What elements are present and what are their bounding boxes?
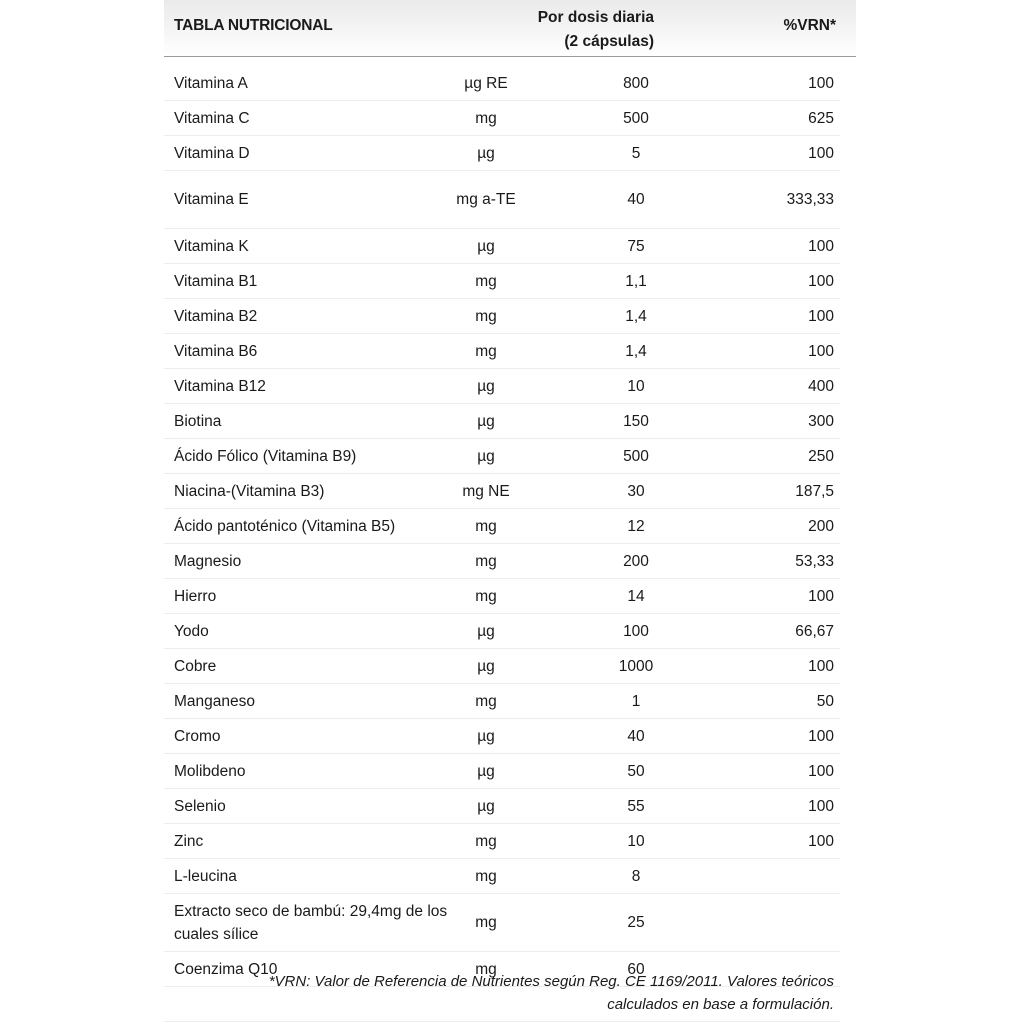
nutrient-vrn: 200 bbox=[808, 517, 834, 535]
table-row bbox=[164, 614, 840, 649]
nutrient-vrn: 333,33 bbox=[786, 191, 834, 208]
nutrient-name: Coenzima Q10 bbox=[174, 960, 278, 978]
nutrient-vrn: 100 bbox=[808, 74, 834, 92]
nutrient-unit: µg bbox=[477, 657, 495, 675]
table-row bbox=[164, 649, 840, 684]
nutrient-dose: 75 bbox=[627, 237, 645, 255]
nutrient-vrn: 100 bbox=[808, 727, 834, 745]
nutrient-name: Hierro bbox=[174, 587, 217, 605]
nutrient-name: Vitamina D bbox=[174, 144, 250, 162]
nutrient-vrn: 100 bbox=[808, 272, 834, 290]
nutrient-unit: µg bbox=[477, 727, 495, 745]
nutrient-dose: 1000 bbox=[618, 657, 654, 675]
nutrient-dose: 40 bbox=[627, 727, 645, 745]
nutrient-name: Molibdeno bbox=[174, 762, 246, 780]
nutrient-dose: 1,1 bbox=[625, 272, 647, 290]
nutrient-dose: 55 bbox=[627, 797, 645, 815]
dose-header-line1: Por dosis diaria bbox=[537, 9, 654, 26]
table-row bbox=[164, 334, 840, 369]
vrn-footnote: *VRN: Valor de Referencia de Nutrientes según Reg. CE 1169/2011. Valores teóricos calculados en base a formulación. bbox=[268, 973, 834, 1013]
nutrient-name: Selenio bbox=[174, 797, 226, 815]
nutrient-unit: µg bbox=[477, 237, 495, 255]
table-title: TABLA NUTRICIONAL bbox=[174, 17, 333, 34]
nutrient-name: Ácido pantoténico (Vitamina B5) bbox=[174, 517, 396, 535]
nutrient-dose: 1,4 bbox=[625, 307, 647, 325]
nutrient-unit: mg bbox=[475, 587, 497, 605]
nutrient-name: Zinc bbox=[174, 832, 204, 850]
nutrient-name: Magnesio bbox=[174, 552, 242, 570]
nutrient-dose: 150 bbox=[623, 412, 649, 430]
nutrient-vrn: 100 bbox=[808, 307, 834, 325]
nutrient-vrn: 250 bbox=[808, 447, 834, 465]
nutrient-name: Extracto seco de bambú: 29,4mg de los cuales sílice bbox=[174, 902, 448, 943]
nutrient-vrn: 100 bbox=[808, 832, 834, 850]
table-row bbox=[164, 101, 840, 136]
nutrient-name: Manganeso bbox=[174, 692, 256, 710]
nutrient-name: Ácido Fólico (Vitamina B9) bbox=[174, 447, 357, 465]
table-row bbox=[164, 544, 840, 579]
nutrient-vrn bbox=[724, 894, 834, 951]
nutrient-vrn: 50 bbox=[816, 692, 834, 710]
nutrient-unit: µg bbox=[477, 762, 495, 780]
nutrient-dose: 25 bbox=[627, 914, 645, 931]
table-row bbox=[164, 264, 840, 299]
nutrient-unit: µg bbox=[477, 622, 495, 640]
bottom-divider bbox=[164, 1021, 840, 1022]
table-row bbox=[164, 684, 840, 719]
nutrient-unit: µg bbox=[477, 377, 495, 395]
nutrient-vrn: 100 bbox=[808, 342, 834, 360]
nutrient-vrn: 187,5 bbox=[795, 482, 834, 500]
table-row bbox=[164, 509, 840, 544]
nutrient-vrn: 53,33 bbox=[795, 552, 834, 570]
nutrient-vrn: 300 bbox=[808, 412, 834, 430]
nutrient-vrn: 100 bbox=[808, 797, 834, 815]
nutrient-unit: mg bbox=[475, 517, 497, 535]
nutrient-dose: 60 bbox=[627, 960, 645, 978]
nutrient-unit: µg bbox=[477, 447, 495, 465]
table-row bbox=[164, 136, 840, 171]
nutrient-name: Vitamina B2 bbox=[174, 307, 258, 325]
table-row bbox=[164, 824, 840, 859]
table-row bbox=[164, 894, 840, 952]
table-row bbox=[164, 299, 840, 334]
nutrient-unit: mg bbox=[475, 342, 497, 360]
nutrient-dose: 200 bbox=[623, 552, 649, 570]
nutrient-name: Biotina bbox=[174, 412, 222, 430]
dose-header-line2: (2 cápsulas) bbox=[564, 33, 654, 50]
vrn-column-header: %VRN* bbox=[783, 17, 836, 34]
nutrient-vrn: 625 bbox=[808, 109, 834, 127]
nutrient-dose: 50 bbox=[627, 762, 645, 780]
nutrient-unit: µg bbox=[477, 412, 495, 430]
nutrient-vrn: 100 bbox=[808, 657, 834, 675]
nutrient-dose: 5 bbox=[631, 144, 641, 162]
nutrient-dose: 40 bbox=[627, 191, 645, 208]
nutrition-table bbox=[164, 0, 856, 1024]
nutrient-dose: 10 bbox=[627, 832, 645, 850]
dose-column-header bbox=[504, 6, 654, 54]
nutrient-name: Vitamina B1 bbox=[174, 272, 258, 290]
nutrient-vrn: 400 bbox=[808, 377, 834, 395]
nutrient-dose: 8 bbox=[631, 867, 641, 885]
table-row bbox=[164, 404, 840, 439]
nutrient-name: L-leucina bbox=[174, 867, 237, 885]
nutrient-unit: mg bbox=[475, 914, 497, 931]
nutrient-unit: mg bbox=[475, 692, 497, 710]
nutrient-unit: mg a-TE bbox=[456, 191, 516, 208]
nutrient-unit: mg bbox=[475, 272, 497, 290]
nutrient-name: Cobre bbox=[174, 657, 217, 675]
table-row bbox=[164, 754, 840, 789]
nutrient-dose: 14 bbox=[627, 587, 645, 605]
nutrient-name: Vitamina K bbox=[174, 237, 249, 255]
nutrient-name: Niacina-(Vitamina B3) bbox=[174, 482, 325, 500]
nutrient-name: Vitamina E bbox=[174, 191, 249, 208]
nutrient-unit: mg bbox=[475, 960, 497, 978]
nutrient-name: Vitamina A bbox=[174, 74, 248, 92]
table-row bbox=[164, 789, 840, 824]
nutrient-unit: µg bbox=[477, 797, 495, 815]
nutrient-vrn: 100 bbox=[808, 237, 834, 255]
nutrient-unit: mg bbox=[475, 307, 497, 325]
nutrient-dose: 500 bbox=[623, 109, 649, 127]
nutrient-vrn: 100 bbox=[808, 144, 834, 162]
nutrient-unit: mg bbox=[475, 109, 497, 127]
nutrient-dose: 1,4 bbox=[625, 342, 647, 360]
nutrient-dose: 500 bbox=[623, 447, 649, 465]
nutrient-name: Vitamina C bbox=[174, 109, 250, 127]
nutrient-unit: mg bbox=[475, 552, 497, 570]
nutrient-dose: 1 bbox=[631, 692, 641, 710]
nutrient-name: Vitamina B6 bbox=[174, 342, 258, 360]
nutrient-name: Yodo bbox=[174, 622, 209, 640]
nutrient-dose: 100 bbox=[623, 622, 649, 640]
nutrient-unit: mg NE bbox=[462, 482, 510, 500]
table-row bbox=[164, 859, 840, 894]
table-row bbox=[164, 474, 840, 509]
table-row bbox=[164, 719, 840, 754]
nutrient-vrn: 100 bbox=[808, 762, 834, 780]
nutrient-unit: µg RE bbox=[464, 74, 508, 92]
nutrient-dose: 30 bbox=[627, 482, 645, 500]
table-row bbox=[164, 369, 840, 404]
nutrient-name: Cromo bbox=[174, 727, 221, 745]
nutrient-unit: µg bbox=[477, 144, 495, 162]
nutrient-vrn: 100 bbox=[808, 587, 834, 605]
nutrient-vrn: 66,67 bbox=[795, 622, 834, 640]
table-body bbox=[164, 66, 840, 987]
nutrient-name: Vitamina B12 bbox=[174, 377, 266, 395]
table-row bbox=[164, 171, 840, 229]
table-row bbox=[164, 66, 840, 101]
nutrient-unit: mg bbox=[475, 832, 497, 850]
nutrient-dose: 10 bbox=[627, 377, 645, 395]
nutrient-vrn bbox=[724, 859, 834, 893]
table-header bbox=[164, 0, 856, 57]
table-row bbox=[164, 229, 840, 264]
table-row bbox=[164, 439, 840, 474]
table-row bbox=[164, 579, 840, 614]
nutrient-dose: 12 bbox=[627, 517, 645, 535]
nutrient-unit: mg bbox=[475, 867, 497, 885]
nutrient-dose: 800 bbox=[623, 74, 649, 92]
